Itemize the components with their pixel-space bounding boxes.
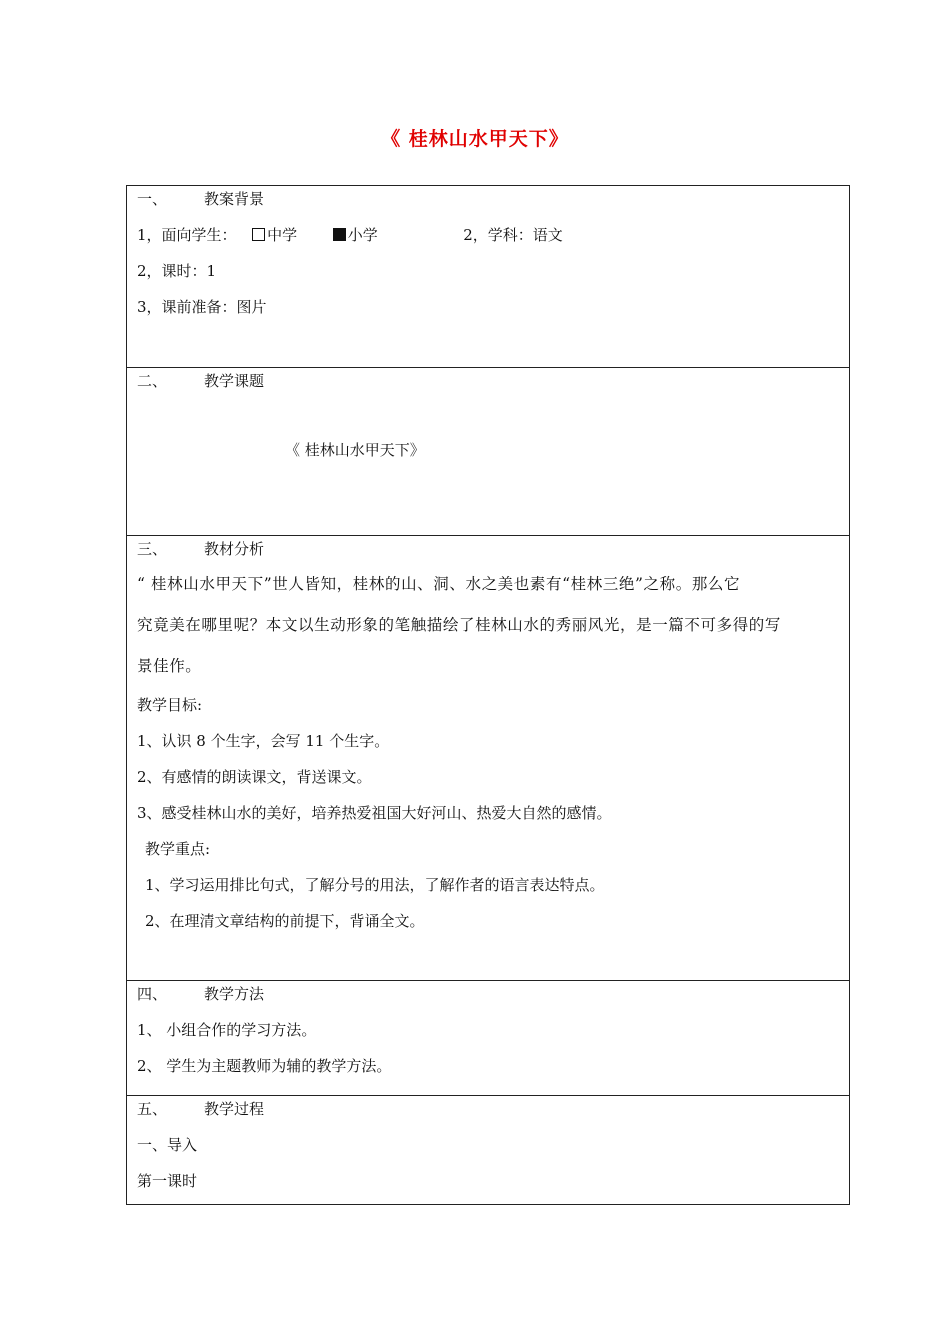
section-title: 教学方法 <box>204 985 265 1003</box>
process-step: 一、导入 <box>137 1136 198 1154</box>
key-points-label: 教学重点: <box>145 840 211 858</box>
section-title: 教材分析 <box>204 540 265 558</box>
section-heading <box>137 540 264 558</box>
section-teaching-methods <box>127 981 849 1096</box>
section-heading <box>137 1100 264 1118</box>
goal-item: 3、感受桂林山水的美好，培养热爱祖国大好河山、热爱大自然的感情。 <box>137 804 612 822</box>
section-title: 教学过程 <box>204 1100 265 1118</box>
analysis-line: “ 桂林山水甲天下”世人皆知，桂林的山、洞、水之美也素有“桂林三绝”之称。那么它 <box>137 575 741 593</box>
key-point-item: 1、学习运用排比句式，了解分号的用法，了解作者的语言表达特点。 <box>145 876 605 894</box>
subject-label: 2，学科：语文 <box>463 226 563 244</box>
section-topic <box>127 368 849 536</box>
analysis-paragraph <box>137 564 837 687</box>
section-number: 五、 <box>137 1100 168 1118</box>
class-hours: 2，课时：1 <box>137 262 217 280</box>
lesson-plan-table <box>126 185 850 1205</box>
preparation: 3，课前准备：图片 <box>137 298 267 316</box>
section-number: 三、 <box>137 540 168 558</box>
goal-item: 1、认识 8 个生字，会写 11 个生字。 <box>137 732 390 750</box>
goals-label: 教学目标: <box>137 696 203 714</box>
topic-title: 《 桂林山水甲天下》 <box>285 441 425 459</box>
section-heading <box>137 372 264 390</box>
section-background <box>127 186 849 368</box>
analysis-line: 景佳作。 <box>137 657 202 675</box>
method-item: 2、 学生为主题教师为辅的教学方法。 <box>137 1057 392 1075</box>
document-title: 《 桂林山水甲天下》 <box>381 128 569 150</box>
section-number: 一、 <box>137 190 168 208</box>
section-number: 四、 <box>137 985 168 1003</box>
option-middle-school: 中学 <box>267 226 298 244</box>
students-row <box>137 226 563 244</box>
option-primary-school: 小学 <box>347 226 378 244</box>
key-point-item: 2、在理清文章结构的前提下，背诵全文。 <box>145 912 425 930</box>
goal-item: 2、有感情的朗读课文，背送课文。 <box>137 768 372 786</box>
section-number: 二、 <box>137 372 168 390</box>
section-title: 教案背景 <box>204 190 265 208</box>
section-teaching-process <box>127 1096 849 1205</box>
section-heading <box>137 985 264 1003</box>
analysis-line: 究竟美在哪里呢？本文以生动形象的笔触描绘了桂林山水的秀丽风光，是一篇不可多得的写 <box>137 616 782 634</box>
checkbox-middle-school-icon <box>252 228 265 241</box>
section-heading <box>137 190 264 208</box>
method-item: 1、 小组合作的学习方法。 <box>137 1021 317 1039</box>
section-material-analysis <box>127 536 849 981</box>
students-label: 1，面向学生： <box>137 226 237 244</box>
section-title: 教学课题 <box>204 372 265 390</box>
checkbox-primary-school-icon <box>333 228 346 241</box>
lesson-label: 第一课时 <box>137 1172 198 1190</box>
